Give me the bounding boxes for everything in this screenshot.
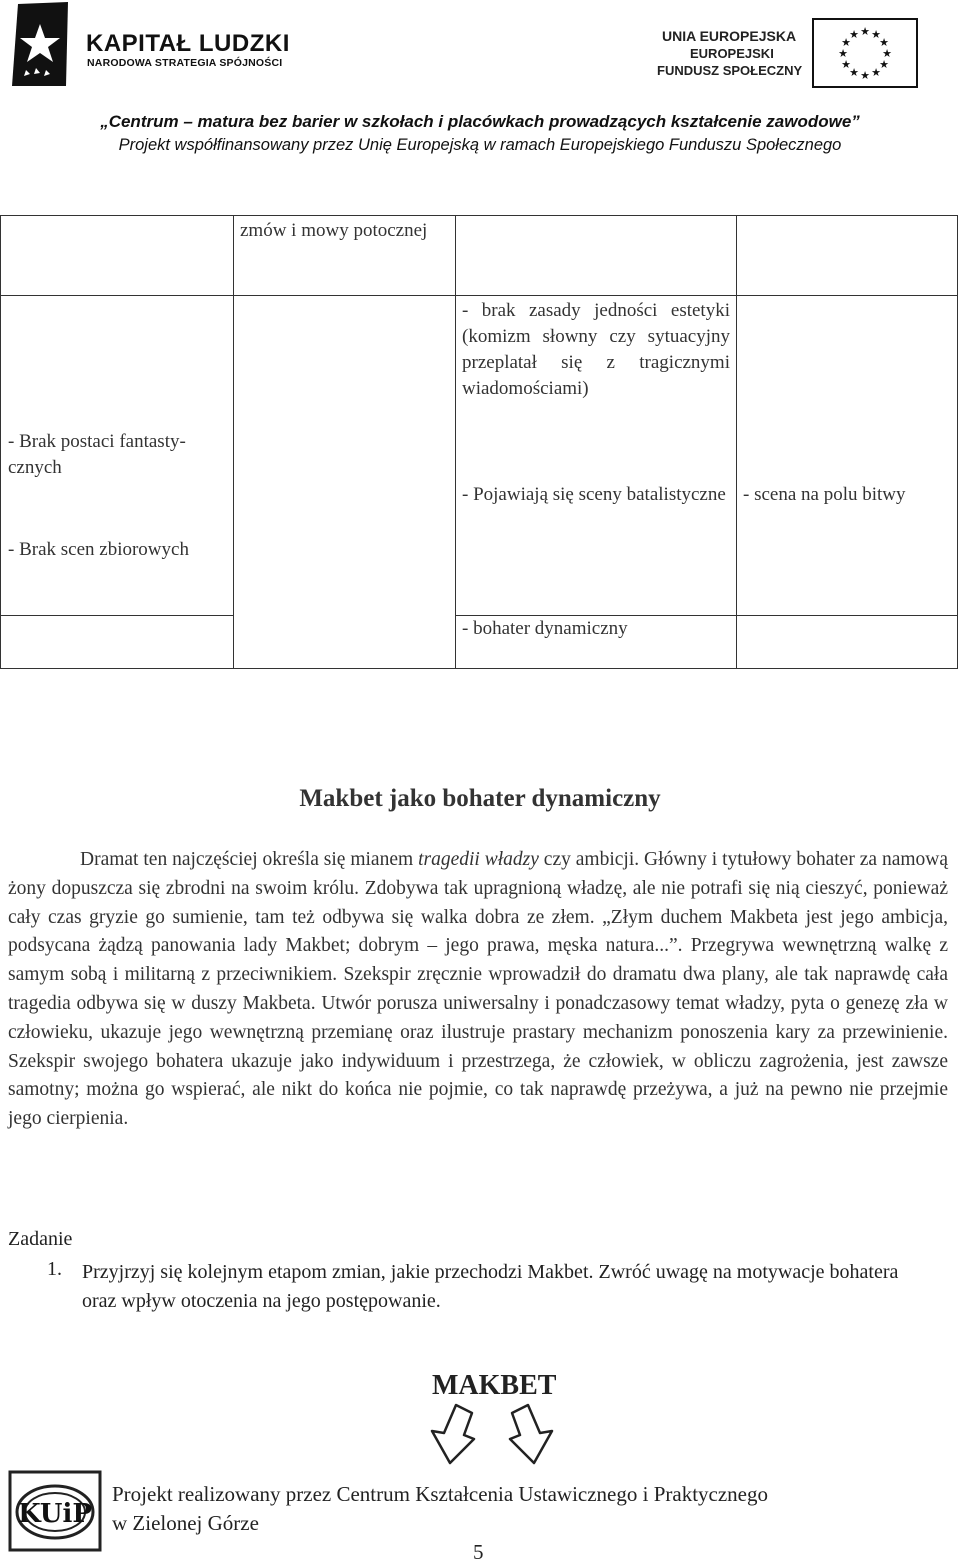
table-cell-text: - Brak postaci fantasty-cznych — [8, 431, 186, 478]
table-cell — [736, 215, 958, 296]
paragraph-italic-term: tragedii władzy — [418, 849, 539, 870]
table-cell — [736, 295, 958, 616]
table-cell — [736, 615, 958, 669]
svg-text:★: ★ — [841, 36, 851, 49]
table-cell — [0, 295, 234, 616]
table-cell-text: - scena na polu bitwy — [743, 484, 906, 505]
ckuip-logo-icon — [8, 1470, 102, 1552]
down-arrows-icon — [428, 1403, 558, 1465]
svg-text:★: ★ — [860, 25, 870, 38]
kapital-ludzki-subtitle: NARODOWA STRATEGIA SPÓJNOŚCI — [87, 57, 283, 69]
svg-text:★: ★ — [849, 28, 859, 41]
table-cell-text: - Brak scen zbiorowych — [8, 539, 189, 560]
svg-text:★: ★ — [879, 58, 889, 71]
task-item-number: 1. — [47, 1258, 62, 1280]
kapital-ludzki-title: KAPITAŁ LUDZKI — [86, 30, 290, 57]
table-cell-text: - brak zasady jedności estetyki (komizm słowny czy sytuacyjny przeplatał się z tragicznymi wiadomościami) — [462, 300, 730, 399]
kapital-ludzki-logo-icon — [10, 2, 70, 88]
paragraph-text: Dramat ten najczęściej określa się mianem — [80, 849, 419, 870]
section-title: Makbet jako bohater dynamiczny — [299, 785, 661, 812]
project-title: „Centrum – matura bez barier w szkołach i placówkach prowadzących kształcenie zawodowe” — [100, 112, 860, 131]
diagram-title: MAKBET — [432, 1370, 557, 1401]
eu-flag-icon — [812, 18, 918, 88]
table-cell — [0, 215, 234, 296]
table-cell — [233, 295, 456, 669]
footer-line1: Projekt realizowany przez Centrum Kształcenia Ustawicznego i Praktycznego — [112, 1482, 768, 1506]
svg-text:★: ★ — [882, 47, 892, 60]
table-cell-text: - bohater dynamiczny — [462, 618, 628, 639]
svg-text:★: ★ — [871, 28, 881, 41]
page-number: 5 — [473, 1540, 484, 1564]
table-cell — [455, 295, 737, 616]
ckuip-logo-text: KUiP — [18, 1499, 92, 1529]
svg-text:★: ★ — [849, 66, 859, 79]
svg-text:★: ★ — [838, 47, 848, 60]
task-item-text: Przyjrzyj się kolejnym etapom zmian, jakie przechodzi Makbet. Zwróć uwagę na motywacje bohatera oraz wpływ otoczenia na jego postępowanie. — [82, 1261, 899, 1312]
table-cell — [0, 615, 234, 669]
task-heading: Zadanie — [8, 1228, 73, 1250]
eu-label-line1: UNIA EUROPEJSKA — [662, 28, 797, 44]
table-cell — [455, 215, 737, 296]
eu-label-line2: EUROPEJSKI — [690, 46, 774, 61]
table-cell-text: zmów i mowy potocznej — [240, 220, 428, 241]
eu-label-line3: FUNDUSZ SPOŁECZNY — [657, 63, 803, 78]
svg-text:★: ★ — [871, 66, 881, 79]
project-subtitle: Projekt współfinansowany przez Unię Europejską w ramach Europejskiego Funduszu Społecznego — [118, 136, 842, 154]
body-paragraph — [8, 846, 948, 1134]
paragraph-text: czy ambicji. Główny i tytułowy bohater za namową żony dopuszcza się zbrodni na swoim królu. Zdobywa tak upragnioną władzę, ale nie potrafi się nią cieszyć, ponieważ cały czas gryzie go sumienie, tam też odbywa się walka dobra ze złem. „Złym duchem Makbeta jest jego ambicja, podsycana żądzą panowania lady Makbet; dobrym – jego prawa, męska natura...”. Przegrywa wewnętrzną walkę z samym sobą i militarną z przeciwnikiem. Szekspir zręcznie wprowadził do dramatu dwa plany, ale tak naprawdę cała tragedia odbywa się w duszy Makbeta. Utwór porusza uniwersalny i ponadczasowy temat władzy, pyta o genezę zła w człowieku, ukazuje jego wewnętrzną przemianę oraz ilustruje prastary mechanizm ponoszenia kary za przewinienie. Szekspir swojego bohatera ukazuje jako indywiduum i przestrzega, że człowiek, w obliczu zagrożenia, jest zawsze samotny; można go wspierać, ale nikt do końca nie pojmie, co tak naprawdę przeżywa, a już na pewno nie przejmie jego cierpienia. — [8, 849, 949, 1130]
svg-text:★: ★ — [841, 58, 851, 71]
table-cell-text: - Pojawiają się sceny batalistyczne — [462, 484, 726, 505]
table-cell — [233, 215, 456, 296]
svg-text:★: ★ — [860, 69, 870, 82]
svg-text:★: ★ — [879, 36, 889, 49]
footer-line2: w Zielonej Górze — [112, 1511, 259, 1535]
table-cell — [455, 615, 737, 669]
